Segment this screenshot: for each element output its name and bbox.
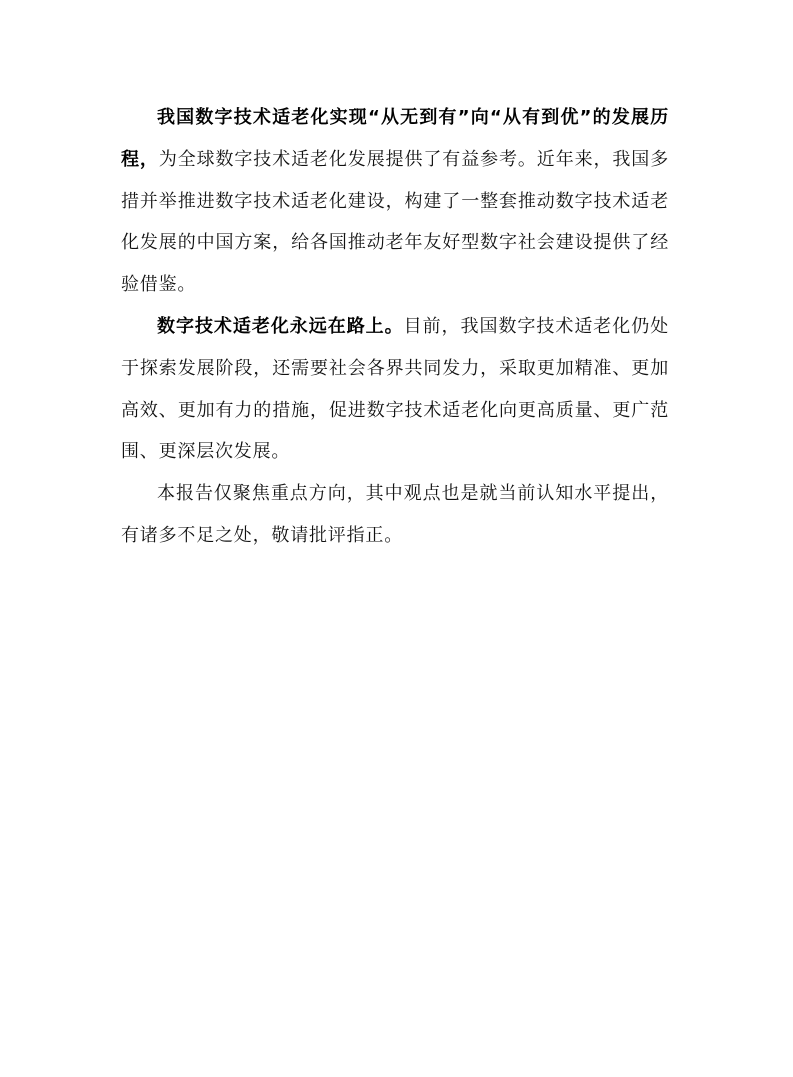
paragraph-2-text: 目前，我国数字技术适老化仍处于探索发展阶段，还需要社会各界共同发力，采取更加精准、更加高效、更加有力的措施，促进数字技术适老化向更高质量、更广范围、更深层次发展。 (121, 315, 669, 463)
paragraph-1 (121, 97, 669, 306)
paragraph-2-lead: 数字技术适老化永远在路上。 (157, 315, 404, 337)
paragraph-3 (121, 473, 669, 557)
document-body (121, 97, 669, 557)
paragraph-3-text: 本报告仅聚焦重点方向，其中观点也是就当前认知水平提出，有诸多不足之处，敬请批评指正。 (121, 483, 669, 546)
paragraph-1-text: 为全球数字技术适老化发展提供了有益参考。近年来，我国多措并举推进数字技术适老化建设，构建了一整套推动数字技术适老化发展的中国方案，给各国推动老年友好型数字社会建设提供了经验借鉴。 (121, 148, 669, 296)
paragraph-1-lead: 我国数字技术适老化实现“从无到有”向“从有到优”的发展历程， (121, 107, 669, 170)
paragraph-2 (121, 306, 669, 473)
